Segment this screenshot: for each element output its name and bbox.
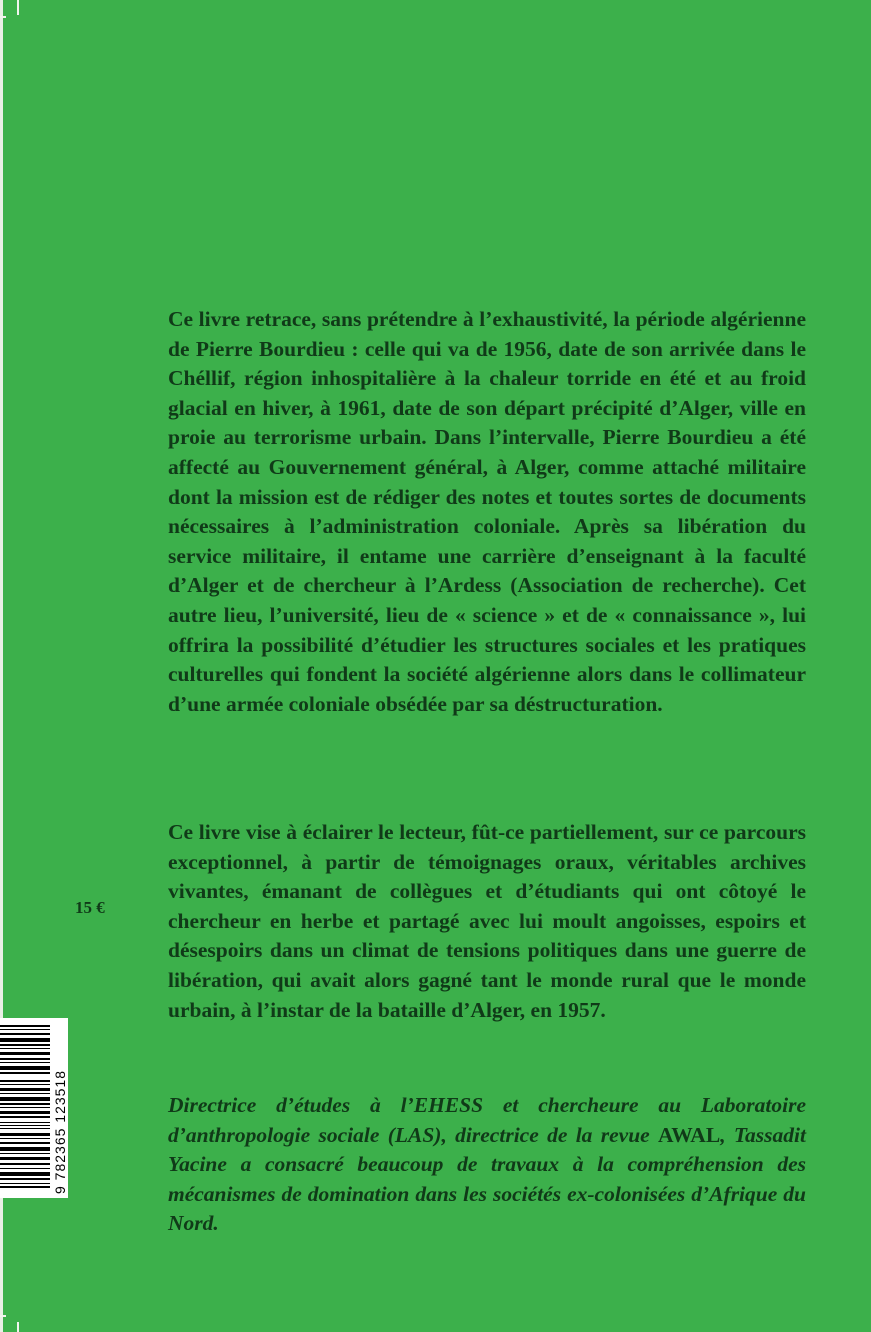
- isbn-barcode: [0, 1018, 68, 1198]
- barcode-bar: [0, 1088, 50, 1091]
- barcode-bar: [0, 1080, 50, 1082]
- barcode-bar: [0, 1122, 50, 1123]
- barcode-bar: [0, 1072, 50, 1074]
- blurb-paragraph-2: Ce livre vise à éclairer le lecteur, fût-ce partiellement, sur ce parcours exceptionnel, à partir de témoignages oraux, véritables archives vivantes, émanant de collègues et d’étudiants qui ont côtoyé le chercheur en herbe et partagé avec lui moult angoisses, espoirs et désespoirs dans un climat de tensions politiques dans une guerre de libération, qui avait alors gagné tant le monde rural que le monde urbain, à l’instar de la bataille d’Alger, en 1957.: [168, 820, 806, 1022]
- barcode-bar: [0, 1025, 50, 1027]
- price-label: 15 €: [75, 898, 105, 917]
- crop-mark-top-vertical: [17, 0, 19, 15]
- barcode-bar: [0, 1153, 50, 1154]
- journal-name: AWAL: [658, 1122, 721, 1147]
- barcode-bar: [0, 1133, 50, 1136]
- barcode-bar: [0, 1157, 50, 1160]
- crop-mark-bottom-horizontal: [0, 1315, 6, 1317]
- barcode-bar: [0, 1147, 50, 1151]
- barcode-bar: [0, 1163, 50, 1165]
- isbn-number: 9 782365 123518: [52, 1070, 68, 1194]
- barcode-bar: [0, 1084, 50, 1085]
- barcode-bar: [0, 1107, 50, 1108]
- barcode-bar: [0, 1066, 50, 1070]
- barcode-bar: [0, 1142, 50, 1144]
- barcode-bar: [0, 1183, 50, 1184]
- crop-mark-top-horizontal: [0, 16, 6, 18]
- isbn-digits: [52, 1022, 66, 1194]
- barcode-bar: [0, 1029, 50, 1030]
- blurb-paragraph-1: Ce livre retrace, sans prétendre à l’exhaustivité, la période algérienne de Pierre Bourdieu : celle qui va de 1956, date de son arrivée dans le Chéllif, région inhospitalière à la chaleur torride en été et au froid glacial en hiver, à 1961, date de son départ précipité d’Alger, ville en proie au terrorisme urbain. Dans l’intervalle, Pierre Bourdieu a été affecté au Gouvernement général, à Alger, comme attaché militaire dont la mission est de rédiger des notes et toutes sortes de documents nécessaires à l’administration coloniale. Après sa libération du service militaire, il entame une carrière d’enseignant à la faculté d’Alger et de chercheur à l’Ardess (Association de recherche). Cet autre lieu, l’université, lieu de « science » et de « connaissance », lui offrira la possibilité d’étudier les structures sociales et les pratiques culturelles qui fondent la société algérienne alors dans le collimateur d’une armée coloniale obsédée par sa déstructuration.: [168, 307, 806, 716]
- barcode-bar: [0, 1178, 50, 1180]
- barcode-bar: [0, 1093, 50, 1094]
- barcode-bar: [0, 1168, 50, 1169]
- author-bio: [168, 1091, 806, 1239]
- barcode-bar: [0, 1062, 50, 1063]
- barcode-bar: [0, 1038, 50, 1042]
- barcode-bar: [0, 1128, 50, 1129]
- barcode-bar: [0, 1097, 50, 1101]
- barcode-bar: [0, 1048, 50, 1049]
- crop-mark-bottom-vertical: [17, 1322, 19, 1332]
- author-bio-part-1: Directrice d’études à l’EHESS et chercheure au Laboratoire d’anthropologie sociale (LAS), directrice de la revue: [168, 1093, 806, 1147]
- barcode-bar: [0, 1058, 50, 1060]
- barcode-bar: [0, 1111, 50, 1114]
- barcode-bar: [0, 1116, 50, 1118]
- barcode-bar: [0, 1138, 50, 1139]
- barcode-bar: [0, 1125, 50, 1126]
- barcode-bar: [0, 1186, 50, 1188]
- barcode-bar: [0, 1052, 50, 1055]
- barcode-bar: [0, 1044, 50, 1046]
- barcode-bar: [0, 1033, 50, 1035]
- barcode-bars: [0, 1025, 50, 1191]
- barcode-bar: [0, 1172, 50, 1176]
- author-bio-part-2: , Tassadit Yacine a consacré beaucoup de travaux à la compréhension des mécanismes de domination dans les sociétés ex-colonisées d’Afrique du Nord.: [168, 1122, 806, 1236]
- barcode-bar: [0, 1103, 50, 1105]
